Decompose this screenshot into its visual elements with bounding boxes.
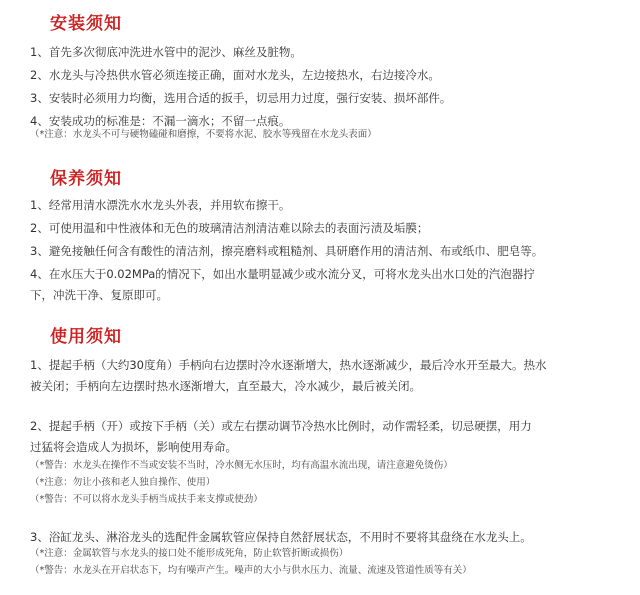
usage-p1-line2: 被关闭；手柄向左边摆时热水逐渐增大，直至最大，冷水减少，最后被关闭。 <box>30 379 421 393</box>
usage-p2-warning-1: （*警告：水龙头在操作不当或安装不当时，冷水侧无水压时，均有高温水流出现，请注意避免烫伤） <box>30 460 453 471</box>
usage-p2-line1: 2、提起手柄（开）或按下手柄（关）或左右摆动调节冷热水比例时，动作需轻柔，切忌硬摆，用力 <box>30 419 532 433</box>
install-note: （*注意：水龙头不可与硬物磕碰和磨擦，不要将水泥、胶水等残留在水龙头表面） <box>30 129 377 140</box>
usage-p3-line1: 3、浴缸龙头、淋浴龙头的选配件金属软管应保持自然舒展状态，不用时不要将其盘绕在水龙头上。 <box>30 530 532 544</box>
usage-section-title: 使用须知 <box>50 327 122 347</box>
maintain-item-1: 1、经常用清水漂洗水水龙头外表，并用软布擦干。 <box>30 198 291 212</box>
usage-p3-note: （*注意：金属软管与水龙头的接口处不能形成死角，防止软管折断或损伤） <box>30 548 349 559</box>
maintain-item-2: 2、可使用温和中性液体和无色的玻璃清洁剂清洁难以除去的表面污渍及垢膜； <box>30 221 429 235</box>
maintain-item-3: 3、避免接触任何含有酸性的清洁剂，擦亮磨料或粗糙剂、具研磨作用的清洁剂、布或纸巾、肥皂等。 <box>30 244 544 258</box>
maintain-item-4-cont: 下，冲洗干净、复原即可。 <box>30 288 168 302</box>
maintain-item-4: 4、在水压大于0.02MPa的情况下，如出水量明显减少或水流分叉，可将水龙头出水口处的汽泡器拧 <box>30 267 535 281</box>
usage-p2-warning-2: （*警告：不可以将水龙头手柄当成扶手来支撑或使劲） <box>30 494 263 505</box>
install-section-title: 安装须知 <box>50 14 122 34</box>
usage-p2-line2: 过猛将会造成人为损坏，影响使用寿命。 <box>30 440 237 454</box>
usage-p2-note: （*注意：勿让小孩和老人独自操作、使用） <box>30 477 216 488</box>
usage-p1-line1: 1、提起手柄（大约30度角）手柄向右边摆时冷水逐渐增大，热水逐渐减少，最后冷水开至最大。热水 <box>30 358 547 372</box>
install-item-1: 1、首先多次彻底冲洗进水管中的泥沙、麻丝及脏物。 <box>30 45 302 59</box>
usage-p3-warning: （*警告：水龙头在开启状态下，均有噪声产生。噪声的大小与供水压力、流量、流速及管道性质等有关） <box>30 565 472 576</box>
install-item-2: 2、水龙头与冷热供水管必须连接正确，面对水龙头，左边接热水，右边接冷水。 <box>30 68 440 82</box>
install-item-4: 4、安装成功的标准是：不漏一滴水；不留一点痕。 <box>30 114 291 128</box>
install-item-3: 3、安装时必须用力均衡，选用合适的扳手，切忌用力过度，强行安装、损坏部件。 <box>30 91 452 105</box>
maintain-section-title: 保养须知 <box>50 169 122 189</box>
